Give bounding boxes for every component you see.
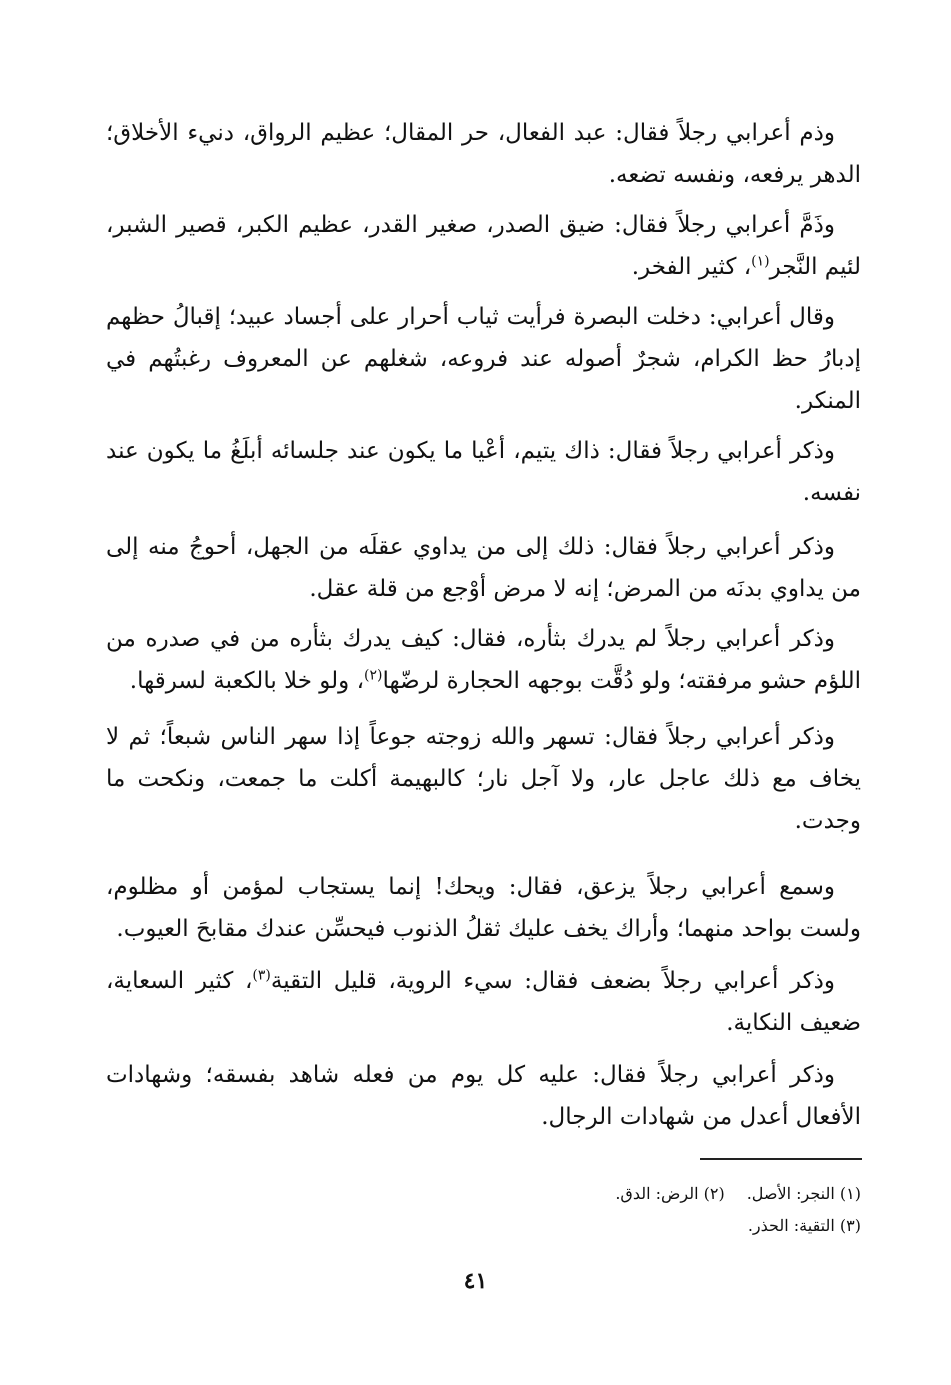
paragraph-9-text: وذكر أعرابي رجلاً بضعف فقال: سيء الروية، قليل التقية [270, 968, 835, 994]
footnote-1: (١) النجر: الأصل. [746, 1184, 861, 1203]
paragraph-3-text: وقال أعرابي: دخلت البصرة فرأيت ثياب أحرار على أجساد عبيد؛ إقبالُ حظهم إدبارُ حظ الكرام، شجرٌ أصوله عند فروعه، شغلهم عن المعروف رغبتُهم في المنكر. [106, 304, 861, 414]
paragraph-5-text: وذكر أعرابي رجلاً فقال: ذلك إلى من يداوي عقلَه من الجهل، أحوجُ منه إلى من يداوي بدنَه من المرض؛ إنه لا مرض أوْجع من قلة عقل. [106, 534, 861, 602]
footnote-line-1 [341, 1178, 861, 1210]
paragraph-1-text: وذم أعرابي رجلاً فقال: عبد الفعال، حر المقال؛ عظيم الرواق، دنيء الأخلاق؛ الدهر يرفعه، ونفسه تضعه. [106, 120, 861, 188]
paragraph-8-text: وسمع أعرابي رجلاً يزعق، فقال: ويحك! إنما يستجاب لمؤمن أو مظلوم، ولست بواحد منهما؛ وأراك يخف عليك ثقلُ الذنوب فيحسِّن عندك مقابحَ العيوب. [106, 874, 861, 942]
paragraph-1 [106, 112, 861, 196]
page-body [106, 112, 861, 1138]
footnote-2: (٢) الرض: الدق. [615, 1184, 725, 1203]
paragraph-6-text-end: ، ولو خلا بالكعبة لسرقها. [129, 668, 365, 694]
paragraph-9 [106, 960, 861, 1044]
paragraph-2-text-end: ، كثير الفخر. [631, 254, 752, 280]
paragraph-7-text: وذكر أعرابي رجلاً فقال: تسهر والله زوجته جوعاً إذا سهر الناس شبعاً؛ ثم لا يخاف مع ذلك عاجل عار، ولا آجل نار؛ كالبهيمة أكلت ما جمعت، ونكحت ما وجدت. [106, 724, 861, 834]
paragraph-3 [106, 296, 861, 422]
footnote-divider [700, 1158, 862, 1160]
paragraph-6-text: وذكر أعرابي رجلاً لم يدرك بثأره، فقال: كيف يدرك بثأره من في صدره من اللؤم حشو مرفقته؛ ولو دُقَّت بوجهه الحجارة لرضّها [106, 626, 861, 694]
footnote-3: (٣) التقية: الحذر. [747, 1216, 861, 1235]
paragraph-8 [106, 866, 861, 950]
paragraph-2-text: وذَمَّ أعرابي رجلاً فقال: ضيق الصدر، صغير القدر، عظيم الكبر، قصير الشبر، لئيم النَّجر [106, 212, 861, 280]
footnote-ref-3: (٣) [252, 967, 271, 984]
paragraph-10 [106, 1054, 861, 1138]
paragraph-7 [106, 716, 861, 842]
paragraph-4-text: وذكر أعرابي رجلاً فقال: ذاك يتيم، أعْيا ما يكون عند جلسائه أبلَغُ ما يكون عند نفسه. [106, 438, 861, 506]
footnote-ref-2: (٢) [364, 667, 383, 684]
paragraph-5 [106, 526, 861, 610]
footnote-line-2 [341, 1210, 861, 1242]
paragraph-2 [106, 204, 861, 288]
paragraph-6 [106, 618, 861, 702]
page-number: ٤١ [463, 1268, 488, 1294]
paragraph-10-text: وذكر أعرابي رجلاً فقال: عليه كل يوم من فعله شاهد بفسقه؛ وشهادات الأفعال أعدل من شهادات الرجال. [106, 1062, 861, 1130]
paragraph-4 [106, 430, 861, 514]
footnotes [341, 1178, 861, 1242]
footnote-ref-1: (١) [751, 253, 770, 270]
paragraph-9-text-end: ، كثير السعاية، ضعيف النكاية. [106, 968, 861, 1036]
